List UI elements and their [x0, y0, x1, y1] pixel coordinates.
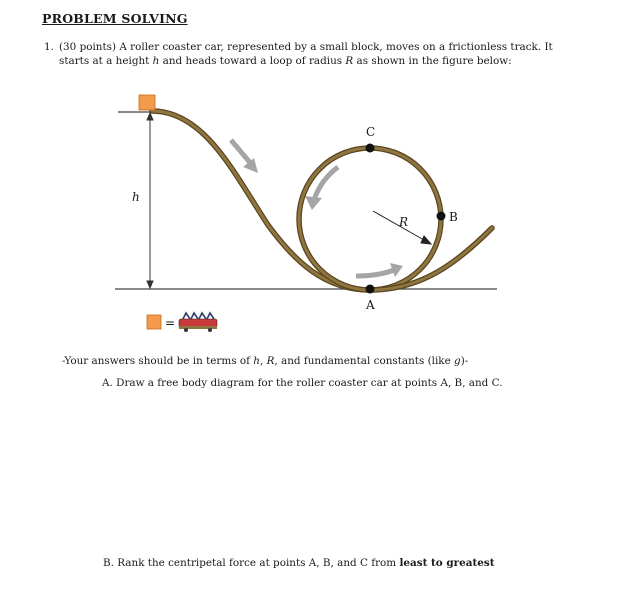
legend-block [147, 315, 161, 329]
instructions [62, 355, 468, 367]
instructions-var-h: h [253, 355, 260, 367]
part-b-text: B. Rank the centripetal force at points A, B, and C from [103, 557, 400, 569]
point-C [366, 144, 375, 153]
instructions-pre: -Your answers should be in terms of [62, 355, 254, 367]
problem-points: (30 points) [59, 41, 117, 53]
legend-equals: = [165, 316, 176, 330]
part-a-question: A. Draw a free body diagram for the roller coaster car at points A, B, and C. [102, 377, 503, 389]
var-R: R [345, 55, 354, 67]
problem-line-2-post: as shown in the figure below: [353, 55, 512, 67]
motion-arrow-loop [305, 167, 338, 210]
instructions-mid: , and fundamental constants (like [274, 355, 455, 367]
motion-arrow-bottom [356, 263, 403, 277]
problem-line-2-mid: and heads toward a loop of radius [159, 55, 346, 67]
track-descent-inner [152, 111, 370, 290]
height-arrow [147, 113, 153, 288]
instructions-var-R: R [266, 355, 275, 367]
car-block [139, 95, 155, 110]
legend-coaster-car-icon [179, 313, 217, 332]
part-b-question [103, 557, 495, 569]
track-loop-inner [299, 148, 441, 290]
label-R: R [399, 215, 409, 229]
label-h: h [132, 190, 140, 204]
label-B: B [449, 210, 458, 224]
point-B [437, 212, 446, 221]
section-heading: PROBLEM SOLVING [42, 11, 188, 26]
track [152, 111, 492, 290]
point-A [366, 285, 375, 294]
label-C: C [366, 125, 376, 139]
track-descent [152, 111, 370, 290]
instructions-post: )- [460, 355, 469, 367]
problem-line-1-text: A roller coaster car, represented by a small block, moves on a frictionless track. It [116, 41, 553, 53]
var-h: h [152, 55, 160, 67]
problem-number: 1. [44, 41, 54, 53]
instructions-sep: , [259, 355, 267, 367]
label-A: A [366, 298, 375, 312]
part-b-emphasis: least to greatest [399, 557, 495, 569]
instructions-var-g: g [454, 355, 461, 367]
motion-arrow-descent [231, 140, 258, 173]
problem-line-2-pre: starts at a height [59, 55, 153, 67]
